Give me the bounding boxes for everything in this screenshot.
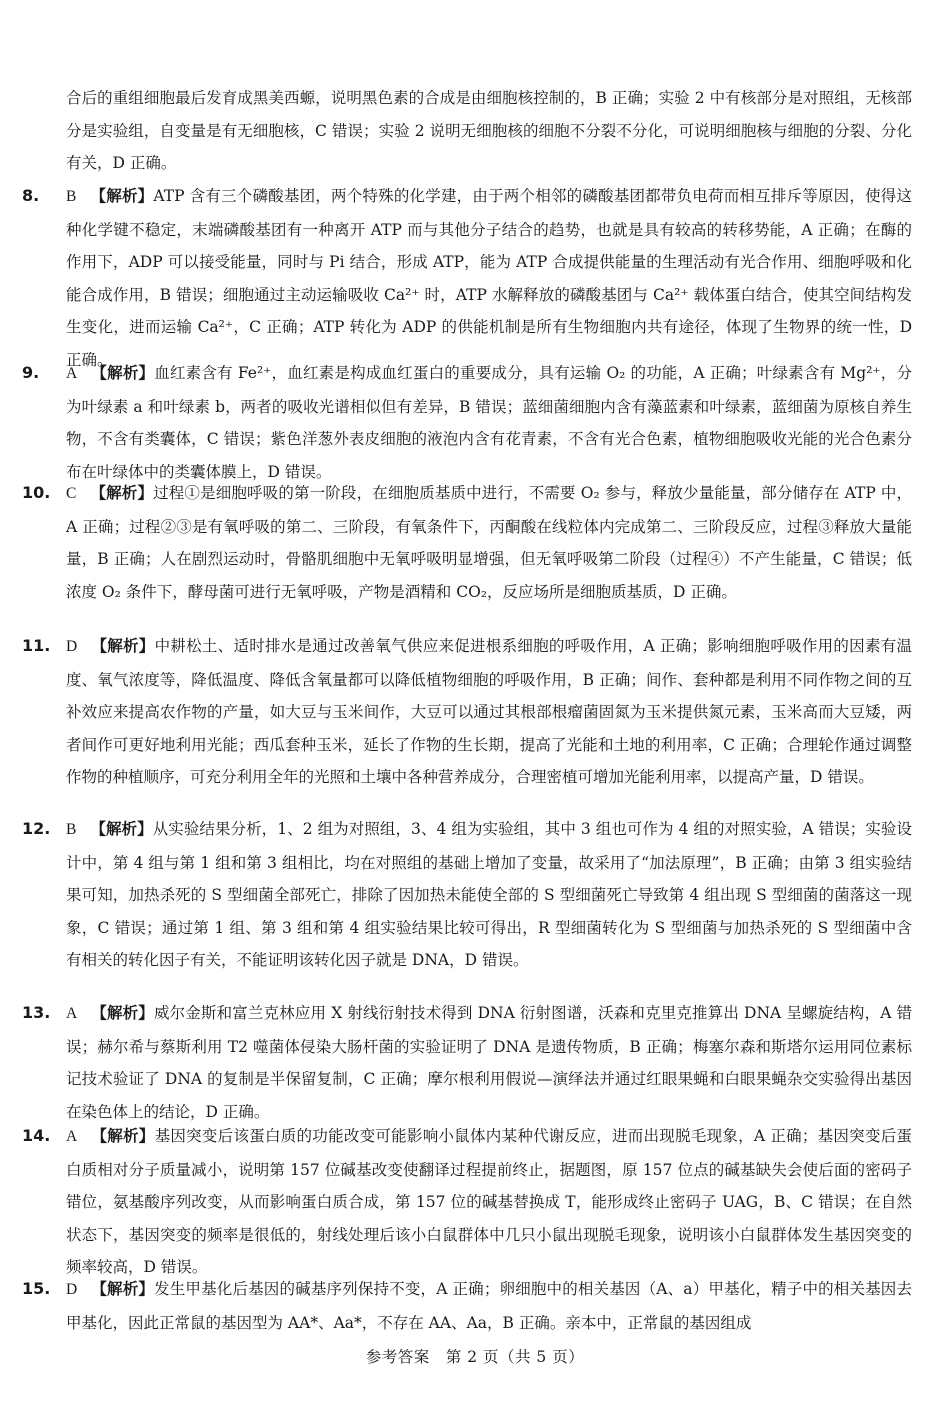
analysis-text: 威尔金斯和富兰克林应用 X 射线衍射技术得到 DNA 衍射图谱，沃森和克里克推算出 DNA 呈螺旋结构，A 错误；赫尔希与蔡斯利用 T2 噬菌体侵染大肠杆菌的实验证明了 DNA 是遗传物质，B 正确；梅塞尔森和斯塔尔运用同位素标记技术验证了 DNA 的复制是半保留复制，C 正确；摩尔根利用假说—演绎法并通过红眼果蝇和白眼果蝇杂交实验得出基因在染色体上的结论，D 正确。 (66, 1004, 912, 1121)
answer-item-15 (22, 1273, 912, 1339)
answer-choice: C (66, 485, 77, 502)
answer-item-10 (22, 477, 912, 608)
answer-item-14 (22, 1120, 912, 1284)
answer-item-9 (22, 357, 912, 488)
answer-body (66, 997, 912, 1128)
answer-choice: A (66, 1128, 78, 1145)
answer-choice: D (66, 1281, 78, 1298)
answer-choice: A (66, 365, 78, 382)
answer-item-12 (22, 813, 912, 977)
answer-body (66, 813, 912, 977)
answer-body (66, 1273, 912, 1339)
answer-choice: B (66, 188, 77, 205)
analysis-text: ATP 含有三个磷酸基团，两个特殊的化学建，由于两个相邻的磷酸基团都带负电荷而相互排斥等原因，使得这种化学键不稳定，末端磷酸基团有一种离开 ATP 而与其他分子结合的趋势，也就是具有较高的转移势能，A 正确；在酶的作用下，ADP 可以接受能量，同时与 Pi 结合，形成 ATP，能为 ATP 合成提供能量的生理活动有光合作用、细胞呼吸和化能合成作用，B 错误；细胞通过主动运输吸收 Ca²⁺ 时，ATP 水解释放的磷酸基团与 Ca²⁺ 载体蛋白结合，使其空间结构发生变化，进而运输 Ca²⁺，C 正确；ATP 转化为 ADP 的供能机制是所有生物细胞内共有途径，体现了生物界的统一性，D 正确。 (66, 187, 912, 369)
continued-paragraph: 合后的重组细胞最后发育成黑美西螈，说明黑色素的合成是由细胞核控制的，B 正确；实验 2 中有核部分是对照组，无核部分是实验组，自变量是有无细胞核，C 错误；实验 2 说明无细胞核的细胞不分裂不分化，可说明细胞核与细胞的分裂、分化有关，D 正确。 (66, 89, 912, 172)
analysis-text: 发生甲基化后基因的碱基序列保持不变，A 正确；卵细胞中的相关基因（A、a）甲基化，精子中的相关基因去甲基化，因此正常鼠的基因型为 AA*、Aa*，不存在 AA、Aa，B 正确。亲本中，正常鼠的基因组成 (66, 1280, 912, 1332)
analysis-text: 中耕松土、适时排水是通过改善氧气供应来促进根系细胞的呼吸作用，A 正确；影响细胞呼吸作用的因素有温度、氧气浓度等，降低温度、降低含氧量都可以降低植物细胞的呼吸作用，B 正确；间作、套种都是利用不同作物之间的互补效应来提高农作物的产量，如大豆与玉米间作，大豆可以通过其根部根瘤菌固氮为玉米提供氮元素，玉米高而大豆矮，两者间作可更好地利用光能；西瓜套种玉米，延长了作物的生长期，提高了光能和土地的利用率，C 正确；合理轮作通过调整作物的种植顺序，可充分利用全年的光照和土壤中各种营养成分，合理密植可增加光能利用率，以提高产量，D 错误。 (66, 637, 912, 786)
analysis-text: 从实验结果分析，1、2 组为对照组，3、4 组为实验组，其中 3 组也可作为 4 组的对照实验，A 错误；实验设计中，第 4 组与第 1 组和第 3 组相比，均在对照组的基础上增加了变量，故采用了“加法原理”，B 正确；由第 3 组实验结果可知，加热杀死的 S 型细菌全部死亡，排除了因加热未能使全部的 S 型细菌死亡导致第 4 组出现 S 型细菌的菌落这一现象，C 错误；通过第 1 组、第 3 组和第 4 组实验结果比较可得出，R 型细菌转化为 S 型细菌与加热杀死的 S 型细菌中含有相关的转化因子有关，不能证明该转化因子就是 DNA，D 错误。 (66, 820, 912, 969)
answer-body (66, 180, 912, 376)
answer-item-13 (22, 997, 912, 1128)
answer-body (66, 477, 912, 608)
analysis-tag: 【解析】 (91, 363, 155, 382)
analysis-tag: 【解析】 (90, 186, 154, 205)
page-footer: 参考答案 第 2 页（共 5 页） (365, 1348, 585, 1366)
question-number: 10. (22, 483, 51, 502)
question-number: 14. (22, 1126, 51, 1145)
analysis-tag: 【解析】 (91, 1279, 155, 1298)
analysis-tag: 【解析】 (91, 1003, 154, 1022)
answer-choice: B (66, 821, 77, 838)
analysis-tag: 【解析】 (91, 636, 155, 655)
analysis-tag: 【解析】 (91, 1126, 155, 1145)
question-number: 11. (22, 636, 51, 655)
analysis-text: 过程①是细胞呼吸的第一阶段，在细胞质基质中进行，不需要 O₂ 参与，释放少量能量，部分储存在 ATP 中，A 正确；过程②③是有氧呼吸的第二、三阶段，有氧条件下，丙酮酸在线粒体内完成第二、三阶段反应，过程③释放大量能量，B 正确；人在剧烈运动时，骨骼肌细胞中无氧呼吸明显增强，但无氧呼吸第二阶段（过程④）不产生能量，C 错误；低浓度 O₂ 条件下，酵母菌可进行无氧呼吸，产物是酒精和 CO₂，反应场所是细胞质基质，D 正确。 (66, 484, 912, 601)
answer-choice: A (66, 1005, 78, 1022)
answer-item-11 (22, 630, 912, 794)
analysis-text: 血红素含有 Fe²⁺，血红素是构成血红蛋白的重要成分，具有运输 O₂ 的功能，A 正确；叶绿素含有 Mg²⁺，分为叶绿素 a 和叶绿素 b，两者的吸收光谱相似但有差异，B 错误；蓝细菌细胞内含有藻蓝素和叶绿素，蓝细菌为原核自养生物，不含有类囊体，C 错误；紫色洋葱外表皮细胞的液泡内含有花青素，不含有光合色素，植物细胞吸收光能的光合色素分布在叶绿体中的类囊体膜上，D 错误。 (66, 364, 912, 481)
question-number: 15. (22, 1279, 51, 1298)
answer-body (66, 357, 912, 488)
analysis-tag: 【解析】 (90, 819, 153, 838)
answer-body (66, 1120, 912, 1284)
analysis-text: 基因突变后该蛋白质的功能改变可能影响小鼠体内某种代谢反应，进而出现脱毛现象，A 正确；基因突变后蛋白质相对分子质量减小，说明第 157 位碱基改变使翻译过程提前终止，据题图，原 157 位点的碱基缺失会使后面的密码子错位，氨基酸序列改变，从而影响蛋白质合成，第 157 位的碱基替换成 T，能形成终止密码子 UAG，B、C 错误；在自然状态下，基因突变的频率是很低的，射线处理后该小白鼠群体中几只小鼠出现脱毛现象，说明该小白鼠群体发生基因突变的频率较高，D 错误。 (66, 1127, 912, 1276)
answer-choice: D (66, 638, 78, 655)
question-number: 8. (22, 186, 40, 205)
analysis-tag: 【解析】 (90, 483, 154, 502)
answer-body (66, 630, 912, 794)
question-number: 9. (22, 363, 40, 382)
question-number: 12. (22, 819, 51, 838)
question-number: 13. (22, 1003, 51, 1022)
answer-item-8 (22, 180, 912, 376)
